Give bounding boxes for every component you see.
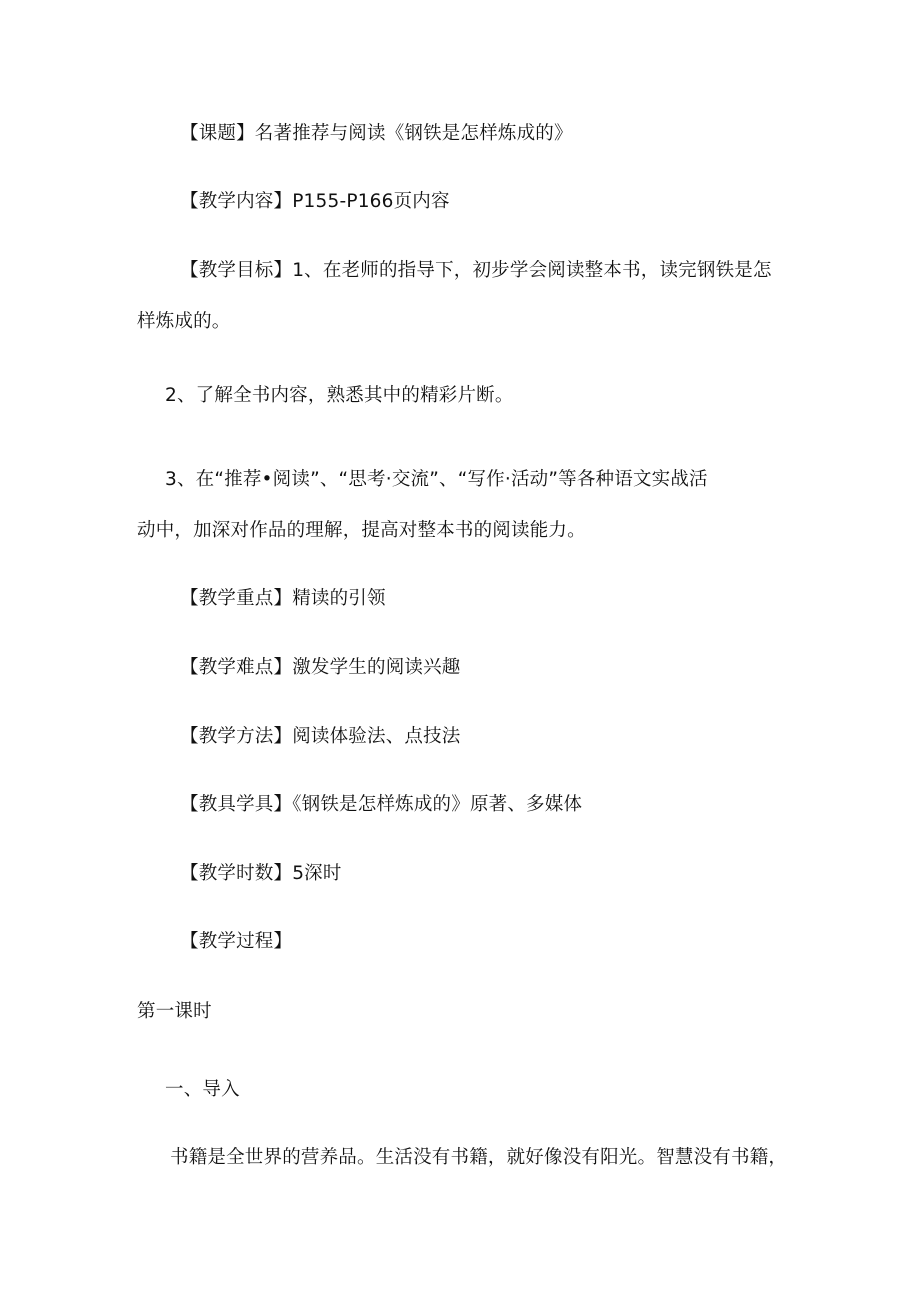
teaching-key-point: 【教学重点】精读的引领: [180, 588, 386, 609]
teaching-objective-3-line-1: 3、在“推荐•阅读”、“思考·交流”、“写作·活动”等各种语文实战活: [165, 469, 708, 490]
teaching-methods: 【教学方法】阅读体验法、点技法: [180, 726, 461, 747]
intro-heading: 一、导入: [165, 1079, 240, 1100]
first-lesson-heading: 第一课时: [137, 1001, 212, 1022]
intro-paragraph: 书籍是全世界的营养品。生活没有书籍，就好像没有阳光。智慧没有书籍，: [170, 1147, 788, 1168]
teaching-hours: 【教学时数】5深时: [180, 863, 342, 884]
teaching-process: 【教学过程】: [180, 931, 293, 952]
teaching-tools: 【教具学具】《钢铁是怎样炼成的》原著、多媒体: [180, 794, 583, 815]
teaching-objective-3-line-2: 动中，加深对作品的理解，提高对整本书的阅读能力。: [137, 520, 586, 541]
teaching-objective-2: 2、了解全书内容，熟悉其中的精彩片断。: [165, 385, 514, 406]
teaching-content: 【教学内容】P155-P166页内容: [180, 191, 450, 212]
teaching-objective-line-2: 样炼成的。: [137, 311, 231, 332]
teaching-difficulty: 【教学难点】激发学生的阅读兴趣: [180, 657, 461, 678]
teaching-objective-line-1: 【教学目标】1、在老师的指导下，初步学会阅读整本书，读完钢铁是怎: [180, 260, 772, 281]
lesson-title: 【课题】名著推荐与阅读《钢铁是怎样炼成的》: [180, 123, 573, 144]
